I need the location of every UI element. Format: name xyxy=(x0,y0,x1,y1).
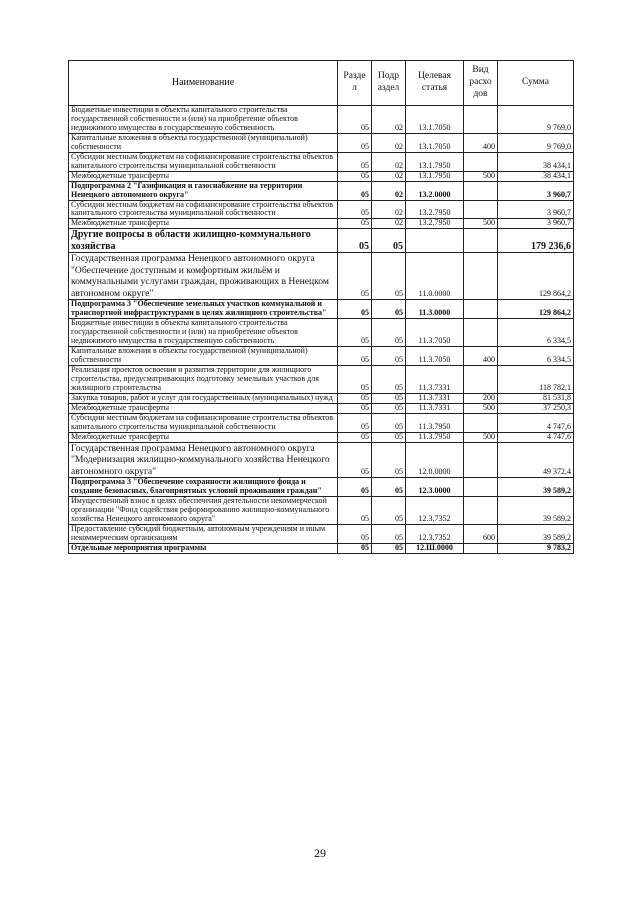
row-target xyxy=(406,229,464,253)
row-subsection: 05 xyxy=(372,497,406,525)
row-type: 500 xyxy=(464,219,498,229)
row-section: 05 xyxy=(338,300,372,319)
row-target: 13.1.7050 xyxy=(406,106,464,134)
table-body xyxy=(69,106,574,554)
header-name: Наименование xyxy=(69,61,338,106)
row-target: 11.3.7331 xyxy=(406,403,464,413)
row-section: 05 xyxy=(338,219,372,229)
row-name: Капитальные вложения в объекты государственной (муниципальной) собственности xyxy=(69,347,338,366)
row-target: 13.1.7950 xyxy=(406,152,464,171)
row-type xyxy=(464,152,498,171)
row-name: Субсидии местным бюджетам на софинансирование строительства объектов капитального строительства муниципальной собственности xyxy=(69,413,338,432)
row-section: 05 xyxy=(338,524,372,543)
row-name: Межбюджетные трансферты xyxy=(69,171,338,181)
table-row xyxy=(69,524,574,543)
row-type xyxy=(464,442,498,478)
header-expense-type: Вид расхо дов xyxy=(464,61,498,106)
page-number: 29 xyxy=(314,846,326,860)
row-type: 500 xyxy=(464,171,498,181)
table-row xyxy=(69,133,574,152)
table-row xyxy=(69,393,574,403)
row-subsection: 05 xyxy=(372,432,406,442)
row-target: 12.Ш.0000 xyxy=(406,543,464,553)
row-amount: 6 334,5 xyxy=(498,319,574,347)
row-name: Реализация проектов освоения и развития территории для жилищного строительства, предусматривающих подготовку земельных участков для жилищного строительства xyxy=(69,366,338,394)
row-name: Государственная программа Ненецкого автономного округа "Обеспечение доступным и комфортным жильём и коммунальными услугами граждан, проживающих в Ненецком автономном округе" xyxy=(69,253,338,300)
row-section: 05 xyxy=(338,347,372,366)
table-row xyxy=(69,543,574,553)
table-row xyxy=(69,300,574,319)
row-target: 13.1.7950 xyxy=(406,171,464,181)
row-name: Государственная программа Ненецкого автономного округа "Модернизация жилищно-коммунального хозяйства Ненецкого автономного округа" xyxy=(69,442,338,478)
row-subsection: 02 xyxy=(372,219,406,229)
row-section: 05 xyxy=(338,200,372,219)
row-name: Бюджетные инвестиции в объекты капитального строительства государственной собственности и (или) на приобретение объектов недвижимого имущества в государственную собственность xyxy=(69,319,338,347)
row-subsection: 02 xyxy=(372,200,406,219)
row-name: Имущественный взнос в целях обеспечения деятельности некоммерческой организации "Фонд содействия реформированию жилищно-коммунального хозяйства Ненецкого автономного округа" xyxy=(69,497,338,525)
row-subsection: 02 xyxy=(372,171,406,181)
row-amount: 3 960,7 xyxy=(498,200,574,219)
table-row xyxy=(69,478,574,497)
row-section: 05 xyxy=(338,403,372,413)
row-amount: 3 960,7 xyxy=(498,181,574,200)
row-target: 13.2.0000 xyxy=(406,181,464,200)
row-type xyxy=(464,200,498,219)
row-target: 11.3.7050 xyxy=(406,347,464,366)
row-type xyxy=(464,413,498,432)
row-section: 05 xyxy=(338,432,372,442)
row-amount: 39 589,2 xyxy=(498,497,574,525)
row-name: Межбюджетные трансферты xyxy=(69,219,338,229)
row-section: 05 xyxy=(338,478,372,497)
row-section: 05 xyxy=(338,229,372,253)
table-row xyxy=(69,229,574,253)
row-section: 05 xyxy=(338,152,372,171)
row-target: 11.3.7050 xyxy=(406,319,464,347)
row-subsection: 05 xyxy=(372,319,406,347)
row-type xyxy=(464,229,498,253)
row-subsection: 02 xyxy=(372,133,406,152)
table-row xyxy=(69,413,574,432)
row-name: Отдельные мероприятия программы xyxy=(69,543,338,553)
table-row xyxy=(69,219,574,229)
header-subsection: Подр аздел xyxy=(372,61,406,106)
row-amount: 129 864,2 xyxy=(498,300,574,319)
table-row xyxy=(69,497,574,525)
row-name: Субсидии местным бюджетам на софинансирование строительства объектов капитального строительства муниципальной собственности xyxy=(69,152,338,171)
row-target: 11.3.7950 xyxy=(406,432,464,442)
row-target: 13.1.7050 xyxy=(406,133,464,152)
row-type xyxy=(464,181,498,200)
row-subsection: 05 xyxy=(372,300,406,319)
row-subsection: 05 xyxy=(372,442,406,478)
table-header-row xyxy=(69,61,574,106)
row-target: 12.3.0000 xyxy=(406,478,464,497)
row-target: 11.3.7950 xyxy=(406,413,464,432)
row-amount: 38 434,1 xyxy=(498,152,574,171)
row-name: Субсидии местным бюджетам на софинансирование строительства объектов капитального строительства муниципальной собственности xyxy=(69,200,338,219)
row-subsection: 05 xyxy=(372,543,406,553)
row-section: 05 xyxy=(338,253,372,300)
table-row xyxy=(69,403,574,413)
row-name: Закупка товаров, работ и услуг для государственных (муниципальных) нужд xyxy=(69,393,338,403)
row-subsection: 05 xyxy=(372,393,406,403)
row-amount: 49 372,4 xyxy=(498,442,574,478)
row-subsection: 05 xyxy=(372,403,406,413)
row-target: 12.0.0000 xyxy=(406,442,464,478)
row-type: 400 xyxy=(464,133,498,152)
row-amount: 129 864,2 xyxy=(498,253,574,300)
row-type xyxy=(464,366,498,394)
row-target: 13.2.7950 xyxy=(406,219,464,229)
row-amount: 3 960,7 xyxy=(498,219,574,229)
row-amount: 9 769,0 xyxy=(498,106,574,134)
row-section: 05 xyxy=(338,393,372,403)
row-name: Бюджетные инвестиции в объекты капитального строительства государственной собственности и (или) на приобретение объектов недвижимого имущества в государственную собственность xyxy=(69,106,338,134)
row-target: 11.3.7331 xyxy=(406,393,464,403)
row-type: 400 xyxy=(464,347,498,366)
row-subsection: 02 xyxy=(372,181,406,200)
row-type xyxy=(464,106,498,134)
row-section: 05 xyxy=(338,442,372,478)
row-target: 11.3.7331 xyxy=(406,366,464,394)
table-row xyxy=(69,171,574,181)
header-target: Целевая статья xyxy=(406,61,464,106)
row-amount: 37 250,3 xyxy=(498,403,574,413)
table-row xyxy=(69,152,574,171)
table-row xyxy=(69,253,574,300)
table-row xyxy=(69,181,574,200)
table-row xyxy=(69,200,574,219)
row-target: 13.2.7950 xyxy=(406,200,464,219)
row-target: 11.0.0000 xyxy=(406,253,464,300)
row-amount: 9 783,2 xyxy=(498,543,574,553)
row-name: Подпрограмма 3 "Обеспечение земельных участков коммунальной и транспортной инфраструктурами в целях жилищного строительства" xyxy=(69,300,338,319)
row-subsection: 05 xyxy=(372,413,406,432)
table-row xyxy=(69,432,574,442)
row-name: Межбюджетные трансферты xyxy=(69,432,338,442)
header-amount: Сумма xyxy=(498,61,574,106)
row-section: 05 xyxy=(338,106,372,134)
row-subsection: 05 xyxy=(372,253,406,300)
table-row xyxy=(69,442,574,478)
row-name: Другие вопросы в области жилищно-коммунального хозяйства xyxy=(69,229,338,253)
row-type: 200 xyxy=(464,393,498,403)
row-type: 500 xyxy=(464,432,498,442)
row-amount: 9 769,0 xyxy=(498,133,574,152)
row-amount: 6 334,5 xyxy=(498,347,574,366)
row-target: 12.3.7352 xyxy=(406,497,464,525)
table-row xyxy=(69,347,574,366)
row-type xyxy=(464,543,498,553)
row-type xyxy=(464,478,498,497)
row-section: 05 xyxy=(338,497,372,525)
row-subsection: 02 xyxy=(372,106,406,134)
table-row xyxy=(69,366,574,394)
row-type: 600 xyxy=(464,524,498,543)
row-amount: 39 589,2 xyxy=(498,524,574,543)
row-subsection: 05 xyxy=(372,524,406,543)
row-section: 05 xyxy=(338,543,372,553)
row-name: Капитальные вложения в объекты государственной (муниципальной) собственности xyxy=(69,133,338,152)
header-section: Разде л xyxy=(338,61,372,106)
row-section: 05 xyxy=(338,171,372,181)
row-subsection: 05 xyxy=(372,478,406,497)
row-type xyxy=(464,497,498,525)
row-section: 05 xyxy=(338,319,372,347)
row-section: 05 xyxy=(338,181,372,200)
row-subsection: 02 xyxy=(372,152,406,171)
table-row xyxy=(69,319,574,347)
row-amount: 81 531,8 xyxy=(498,393,574,403)
row-target: 11.3.0000 xyxy=(406,300,464,319)
row-section: 05 xyxy=(338,366,372,394)
row-target: 12.3.7352 xyxy=(406,524,464,543)
row-name: Подпрограмма 2 "Газификация и газоснабжение на территории Ненецкого автономного округа" xyxy=(69,181,338,200)
row-amount: 38 434,1 xyxy=(498,171,574,181)
row-amount: 118 782,1 xyxy=(498,366,574,394)
row-subsection: 05 xyxy=(372,366,406,394)
row-subsection: 05 xyxy=(372,347,406,366)
row-name: Предоставление субсидий бюджетным, автономным учреждениям и иным некоммерческим организациям xyxy=(69,524,338,543)
budget-table xyxy=(68,60,574,554)
row-amount: 179 236,6 xyxy=(498,229,574,253)
row-subsection: 05 xyxy=(372,229,406,253)
row-type xyxy=(464,253,498,300)
row-section: 05 xyxy=(338,133,372,152)
row-amount: 4 747,6 xyxy=(498,432,574,442)
row-type xyxy=(464,319,498,347)
table-row xyxy=(69,106,574,134)
row-type xyxy=(464,300,498,319)
row-type: 500 xyxy=(464,403,498,413)
row-name: Межбюджетные трансферты xyxy=(69,403,338,413)
row-section: 05 xyxy=(338,413,372,432)
row-amount: 39 589,2 xyxy=(498,478,574,497)
row-name: Подпрограмма 3 "Обеспечение сохранности жилищного фонда и создание безопасных, благоприятных условий проживания граждан" xyxy=(69,478,338,497)
row-amount: 4 747,6 xyxy=(498,413,574,432)
